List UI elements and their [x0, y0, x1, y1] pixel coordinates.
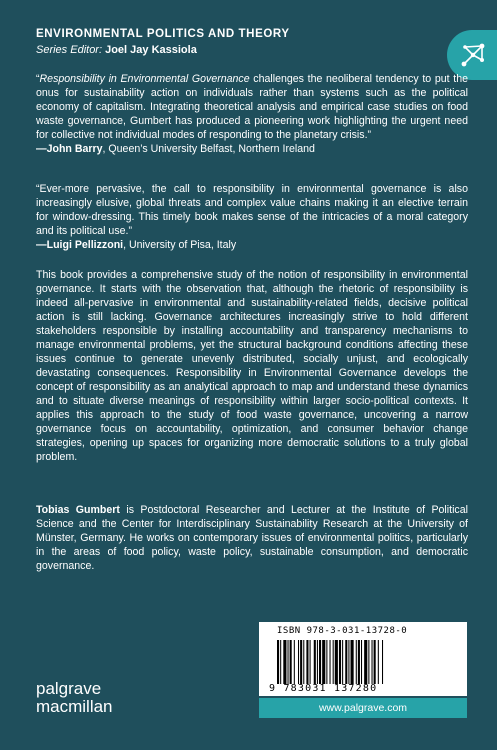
quote-1-author: —John Barry — [36, 143, 103, 155]
quote-2-text: “Ever-more pervasive, the call to responsibility in environmental governance is also increasingly elusive, global threats and complex value chains making it an elective terrain for window-dressing. This timely book makes sense of the intricacies of a moral category and its political use.” — [36, 183, 468, 237]
author-bio — [36, 503, 468, 573]
quote-1-text: “Responsibility in Environmental Governance challenges the neoliberal tendency to put the onus for sustainability action on individuals rather than systems such as the political economy of capitalism. Integrating theoretical analysis and empirical case studies on food waste governance, Gumbert has produced a pioneering work highlighting the urgent need for collective not individual modes of responding to the planetary crisis.” — [36, 73, 468, 141]
publisher-logo-line-2: macmillan — [36, 697, 113, 716]
quote-1-affiliation: , Queen’s University Belfast, Northern Ireland — [102, 143, 315, 155]
quote-2-author: —Luigi Pellizzoni — [36, 239, 124, 251]
author-name: Tobias Gumbert — [36, 504, 120, 516]
isbn-label: ISBN 978-3-031-13728-0 — [277, 626, 408, 636]
series-editor — [36, 44, 197, 56]
quote-1-attribution — [36, 142, 468, 156]
publisher-logo — [36, 680, 113, 716]
bio-text: Tobias Gumbert is Postdoctoral Researcher and Lecturer at the Institute of Political Science and the Center for Interdisciplinary Sustainability Research at the University of Münster, Germany. He works on contemporary issues of environmental politics, particularly in the areas of food policy, waste policy, sustainable consumption, and democratic governance. — [36, 504, 468, 572]
endorsement-quote-1 — [36, 72, 468, 156]
series-title: ENVIRONMENTAL POLITICS AND THEORY — [36, 28, 290, 40]
book-description — [36, 268, 468, 464]
quote-2-affiliation: , University of Pisa, Italy — [123, 239, 237, 251]
publisher-url: www.palgrave.com — [259, 698, 467, 718]
publisher-logo-line-1: palgrave — [36, 679, 102, 698]
quote-1-book-title: Responsibility in Environmental Governance — [39, 73, 250, 85]
barcode-number: 9 783031 137280 — [269, 683, 378, 694]
quote-2-attribution — [36, 238, 468, 252]
springer-network-icon — [460, 42, 486, 68]
endorsement-quote-2 — [36, 182, 468, 252]
barcode-icon — [277, 640, 449, 684]
description-text: This book provides a comprehensive study of the notion of responsibility in environmental governance. It starts with the observation that, although the rhetoric of responsibility is indeed all-pervasive in environmental and sustainability-related fields, decisive political action is still lacking. Governance architectures increasingly strive to hold different stakeholders responsible by installing accountability and transparency mechanisms to manage environmental problems, yet the structural background conditions affecting these issues continue to generate unevenly distributed, socially unjust, and ecologically devastating consequences. Responsibility in Environmental Governance develops the concept of responsibility as an analytical approach to map and understand these dynamics and to situate diverse meanings of responsibility within larger socio-political contexts. It applies this approach to the study of food waste governance, uncovering a narrow governance focus on accountability, optimization, and consumer behavior change strategies, opening up spaces for organizing more democratic solutions to a truly global problem. — [36, 269, 468, 463]
series-editor-name: Joel Jay Kassiola — [105, 44, 197, 56]
series-editor-label: Series Editor: — [36, 44, 103, 56]
barcode-box — [259, 622, 467, 696]
